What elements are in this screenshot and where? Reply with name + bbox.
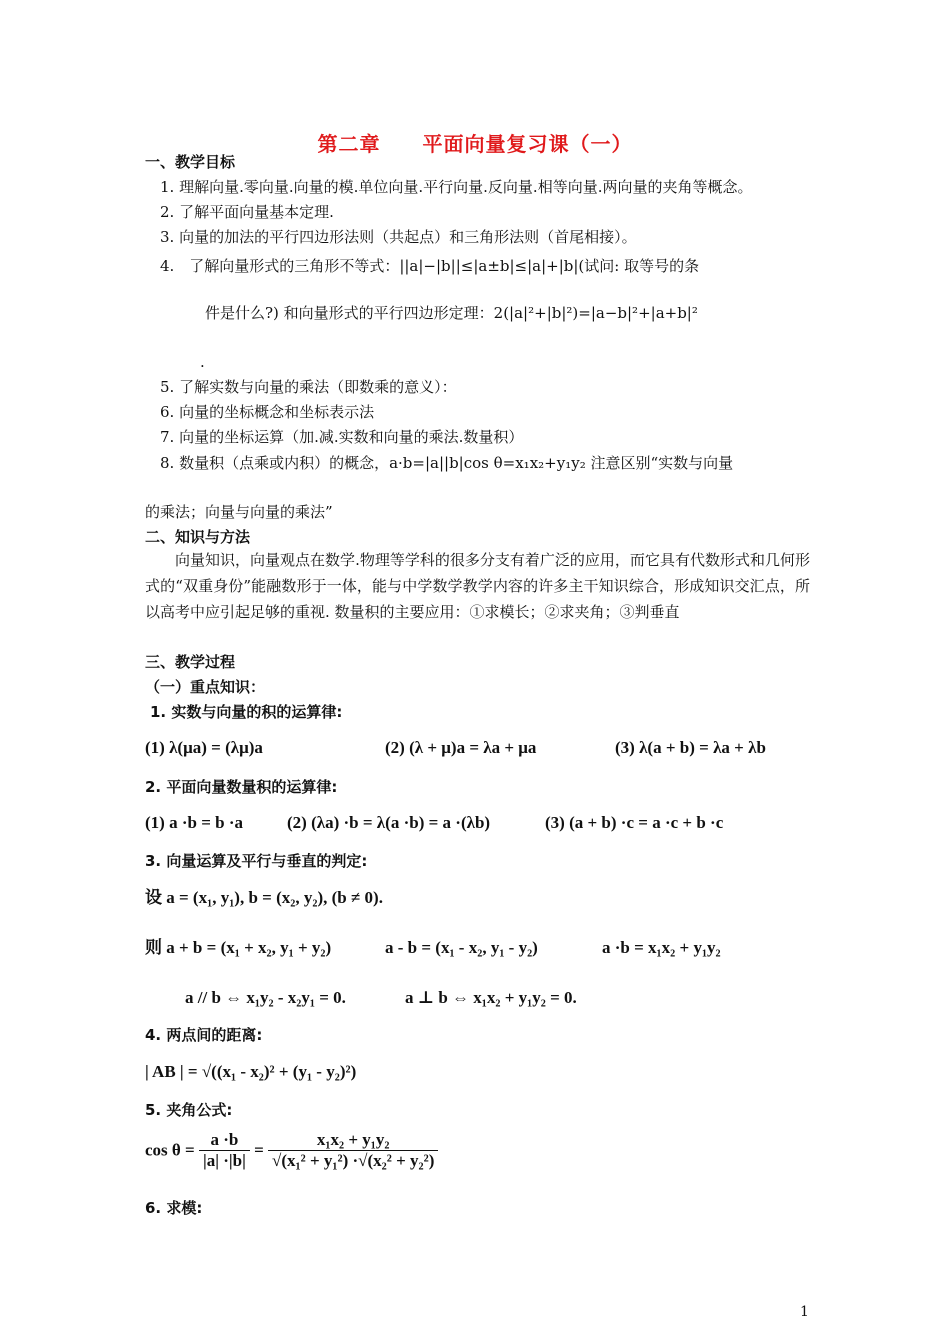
knowledge-heading: 3. 向量运算及平行与垂直的判定: [145, 852, 368, 870]
goal-item: 4. 了解向量形式的三角形不等式：||a|−|b||≤|a±b|≤|a|+|b|(试问: 取等号的条 [160, 257, 700, 275]
section-heading-goals: 一、教学目标 [145, 153, 236, 171]
goal-item: 3. 向量的加法的平行四边形法则（共起点）和三角形法则（首尾相接）。 [160, 228, 637, 246]
knowledge-heading: 2. 平面向量数量积的运算律: [145, 778, 338, 796]
methods-paragraph: 向量知识，向量观点在数学.物理等学科的很多分支有着广泛的应用，而它具有代数形式和几何形式的“双重身份”能融数形于一体，能与中学数学教学内容的许多主干知识综合，形成知识交汇点，所以高考中应引起足够的重视. 数量积的主要应用：①求模长；②求夹角；③判垂直 [145, 551, 810, 621]
formula-parallel: a // b ⇔ x₁y₂ - x₂y₁ = 0. [185, 988, 346, 1007]
knowledge-heading: 1. 实数与向量的积的运算律: [150, 703, 343, 721]
goal-item: 7. 向量的坐标运算（加.减.实数和向量的乘法.数量积） [160, 428, 524, 446]
formula-scalar-assoc: (1) λ(μa) = (λμ)a [145, 738, 263, 757]
formula-scalar-dist2: (3) λ(a + b) = λa + λb [615, 738, 766, 757]
formula-angle [145, 1130, 438, 1171]
formula-dot-dist: (3) (a + b) ·c = a ·c + b ·c [545, 813, 724, 832]
goal-item: 1. 理解向量.零向量.向量的模.单位向量.平行向量.反向量.相等向量.两向量的夹角等概念。 [160, 178, 753, 196]
angle-numerator: x₁x₂ + y₁y₂ [268, 1130, 438, 1151]
knowledge-heading: 4. 两点间的距离: [145, 1026, 263, 1044]
angle-equals: = [254, 1140, 264, 1160]
formula-dot: a ·b = x₁x₂ + y₁y₂ [602, 938, 721, 957]
formula-sub: a - b = (x₁ - x₂, y₁ - y₂) [385, 938, 538, 957]
goal-item: 5. 了解实数与向量的乘法（即数乘的意义）： [160, 378, 457, 396]
angle-fraction-vector [199, 1130, 250, 1171]
angle-denominator: |a| ·|b| [202, 1151, 246, 1170]
goal-item: 件是什么?) 和向量形式的平行四边形定理：2(|a|²+|b|²)=|a−b|²+|a+b|² [205, 304, 698, 322]
section-heading-process: 三、教学过程 [145, 653, 236, 671]
page-number: 1 [800, 1304, 809, 1320]
angle-fraction-coords [268, 1130, 438, 1171]
formula-coords-def: 设 a = (x₁, y₁), b = (x₂, y₂), (b ≠ 0). [145, 888, 383, 907]
formula-dot-assoc: (2) (λa) ·b = λ(a ·b) = a ·(λb) [287, 813, 491, 832]
goal-item: 8. 数量积（点乘或内积）的概念，a·b=|a||b|cos θ=x₁x₂+y₁y₂ 注意区别“实数与向量 [160, 454, 734, 472]
formula-add: 则 a + b = (x₁ + x₂, y₁ + y₂) [145, 938, 332, 957]
formula-dot-comm: (1) a ·b = b ·a [145, 813, 244, 832]
formula-distance: | AB | = √((x₁ - x₂)² + (y₁ - y₂)²) [145, 1062, 357, 1081]
goal-item: . [200, 353, 205, 371]
section-heading-methods: 二、知识与方法 [145, 528, 251, 546]
angle-numerator: a ·b [199, 1130, 250, 1151]
formula-scalar-dist1: (2) (λ + μ)a = λa + μa [385, 738, 537, 757]
angle-lhs: cos θ = [145, 1140, 195, 1160]
formula-perpendicular: a ⊥ b ⇔ x₁x₂ + y₁y₂ = 0. [405, 988, 577, 1007]
knowledge-heading: 5. 夹角公式: [145, 1101, 233, 1119]
angle-denominator: √(x₁² + y₁²) ·√(x₂² + y₂²) [272, 1151, 435, 1170]
goal-item: 的乘法；向量与向量的乘法” [145, 503, 333, 521]
knowledge-heading: 6. 求模: [145, 1199, 203, 1217]
subsection-heading: （一）重点知识： [145, 678, 266, 696]
page-title: 第二章 平面向量复习课（一） [317, 132, 633, 156]
goal-item: 2. 了解平面向量基本定理. [160, 203, 334, 221]
goal-item: 6. 向量的坐标概念和坐标表示法 [160, 403, 375, 421]
